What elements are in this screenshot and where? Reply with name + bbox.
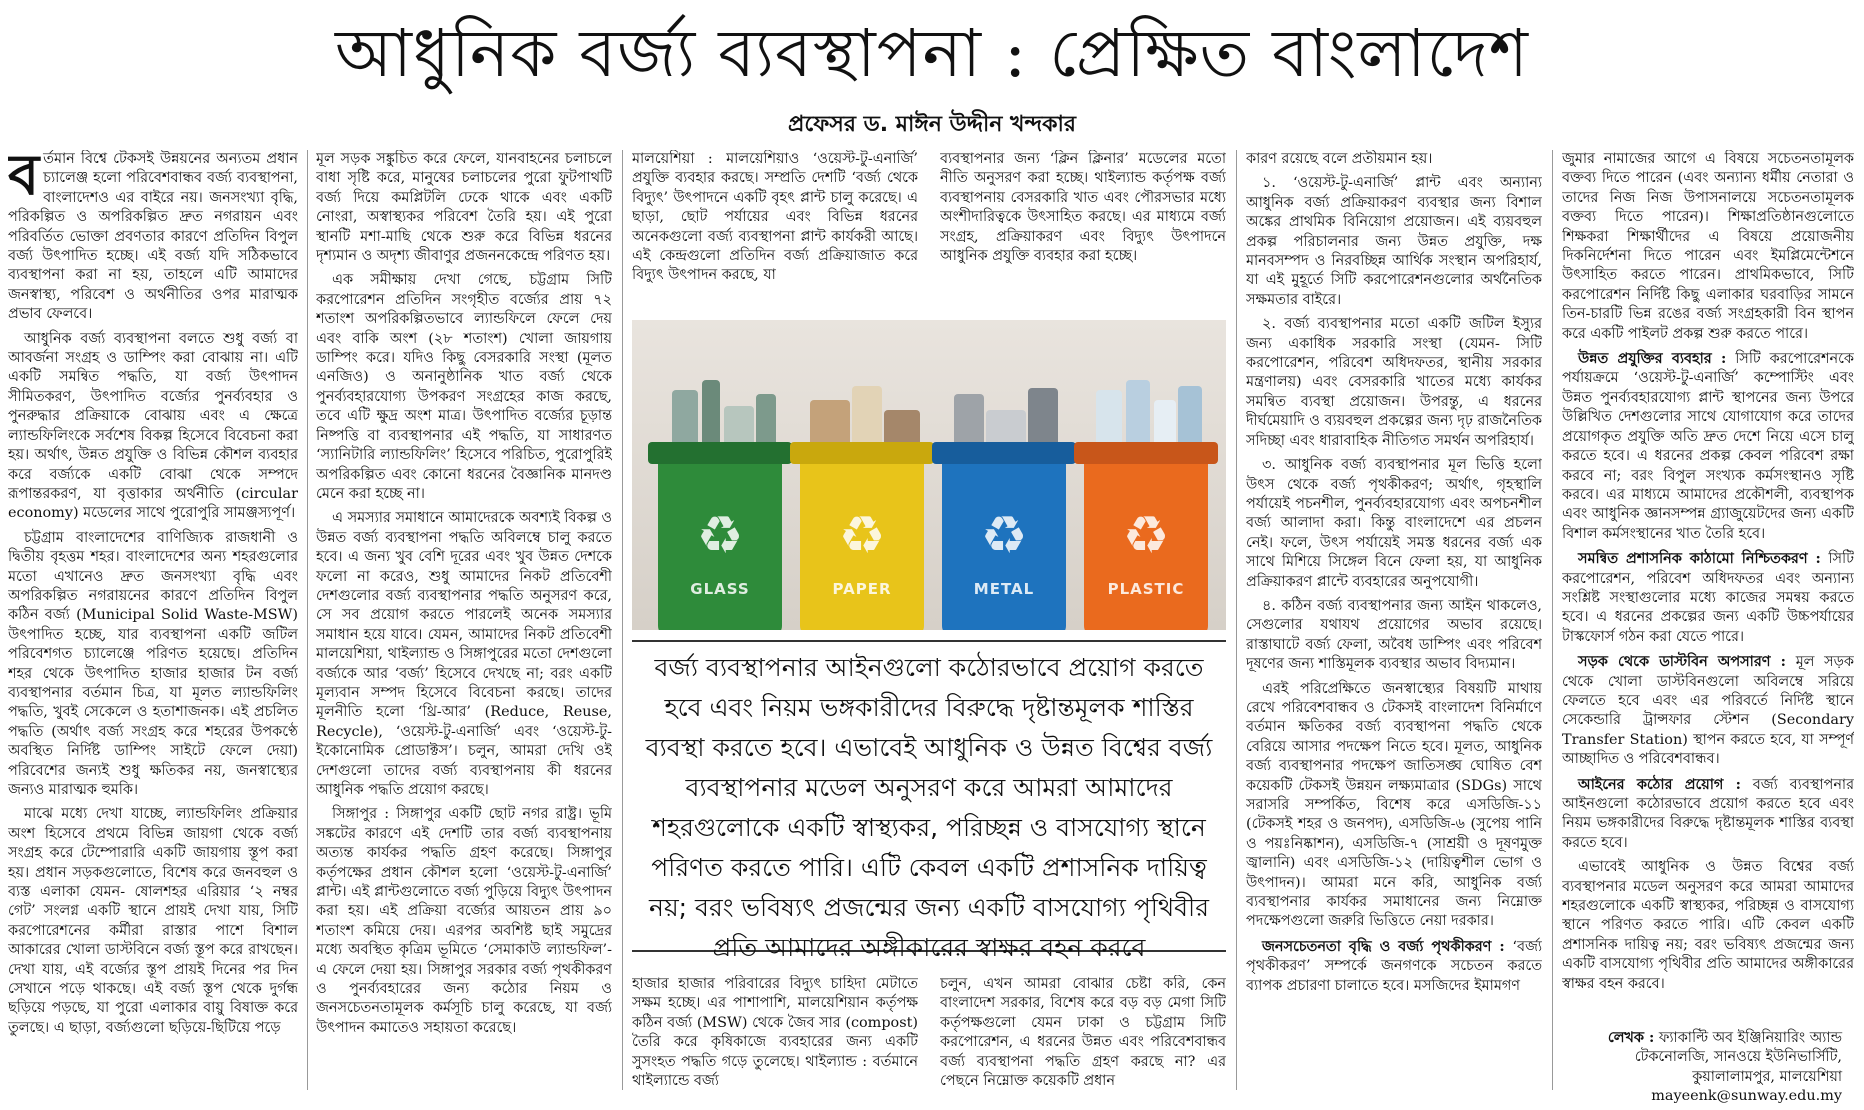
bin-label: METAL — [973, 580, 1035, 598]
bin-glass — [658, 460, 782, 630]
paragraph: ১. ‘ওয়েস্ট-টু-এনার্জি’ প্লান্ট এবং অন্যান্য আধুনিক বর্জ্য প্রক্রিয়াকরণ ব্যবস্থার জন্য বিশাল অঙ্কের প্রাথমিক বিনিয়োগ প্রয়োজন। এই ব্যয়বহুল প্রকল্প পরিচালনার জন্য উন্নত প্রযুক্তি, দক্ষ মানবসম্পদ ও নিরবচ্ছিন্ন আর্থিক সংস্থান অপরিহার্য, যা এই মুহূর্তে সিটি করপোরেশনগুলোর অর্থনৈতিক সক্ষমতার বাইরে। — [1246, 175, 1542, 308]
byline: প্রফেসর ড. মাঈন উদ্দীন খন্দকার — [787, 112, 1077, 137]
bin-lid — [932, 442, 1076, 464]
column-2 — [316, 150, 612, 1090]
bin-label: GLASS — [690, 580, 750, 598]
subheading: জনসচেতনতা বৃদ্ধি ও বর্জ্য পৃথকীকরণ : — [1262, 937, 1505, 955]
column-divider — [1236, 150, 1237, 1090]
paragraph: মালয়েশিয়া : মালয়েশিয়াও ‘ওয়েস্ট-টু-এনার্জি’ প্রযুক্তি ব্যবহার করছে। সম্প্রতি দেশটি ‘বর্জ্য থেকে বিদ্যুৎ’ উৎপাদনে একটি বৃহৎ প্লান্ট চালু করেছে। এ ছাড়া, ছোট পর্যায়ের এবং বিভিন্ন ধরনের অনেকগুলো বর্জ্য ব্যবস্থাপনা প্লান্ট কার্যকরী আছে। এই কেন্দ্রগুলো প্রতিদিন বর্জ্য প্রক্রিয়াজাত করে বিদ্যুৎ উৎপাদন করছে, যা — [632, 151, 918, 284]
paragraph: এ সমস্যার সমাধানে আমাদেরকে অবশ্যই বিকল্প ও উন্নত বর্জ্য ব্যবস্থাপনা পদ্ধতি অবিলম্বে চালু করতে হবে। এ জন্য খুব বেশি দূরের এবং খুব উন্নত দেশকে ফলো না করেও, শুধু আমাদের নিকট প্রতিবেশী দেশগুলোর বর্জ্য ব্যবস্থাপনার পদ্ধতি অনুসরণ করে, সে সব প্রয়োগ করতে পারলেই অনেক সমস্যার সমাধান হয়ে যাবে। যেমন, আমাদের নিকট প্রতিবেশী মালয়েশিয়া, থাইল্যান্ড ও সিঙ্গাপুরের মতো দেশগুলো বর্জ্যকে আর ‘বর্জ্য’ হিসেবে দেখছে না; বরং একটি মূল্যবান সম্পদ হিসেবে বিবেচনা করছে। তাদের মূলনীতি হলো ‘থ্রি-আর’ (Reduce, Reuse, Recycle), ‘ওয়েস্ট-টু-এনার্জি’ এবং ‘ওয়েস্ট-টু-ইকোনোমিক প্রোডাক্টস’। চলুন, আমরা দেখি ওই দেশগুলো তাদের বর্জ্য ব্যবস্থাপনায় কী ধরনের আধুনিক পদ্ধতি প্রয়োগ করছে। — [316, 510, 612, 798]
paragraph: কারণ রয়েছে বলে প্রতীয়মান হয়। — [1246, 151, 1433, 167]
paragraph: এক সমীক্ষায় দেখা গেছে, চট্টগ্রাম সিটি করপোরেশন প্রতিদিন সংগৃহীত বর্জ্যের প্রায় ৭২ শতাংশ অপরিকল্পিতভাবে ল্যান্ডফিলে ফেলে দেয় এবং বাকি অংশ (২৮ শতাংশ) খোলা জায়গায় ডাম্পিং করে। যদিও কিছু বেসরকারি সংস্থা (মূলত এনজিও) ও অনানুষ্ঠানিক খাত বর্জ্য থেকে পুনর্ব্যবহারযোগ্য উপকরণ সংগ্রহের কাজ করছে, তবে এটি ক্ষুদ্র অংশ মাত্র। উৎপাদিত বর্জ্যের চূড়ান্ত নিষ্পত্তি বা ব্যবস্থাপনার এই পদ্ধতি, যা সাধারণত ‘স্যানিটারি ল্যান্ডফিলিং’ হিসেবে পরিচিত, পুরোপুরিই অপরিকল্পিত এবং কোনো ধরনের বৈজ্ঞানিক মানদণ্ড মেনে করা হচ্ছে না। — [316, 272, 612, 502]
trash-pile — [804, 380, 924, 450]
paragraph: সিঙ্গাপুর : সিঙ্গাপুর একটি ছোট নগর রাষ্ট্র। ভূমি সঙ্কটের কারণে এই দেশটি তার বর্জ্য ব্যবস্থাপনায় অত্যন্ত কার্যকর পদ্ধতি গ্রহণ করেছে। সিঙ্গাপুর কর্তৃপক্ষের প্রধান কৌশল হলো ‘ওয়েস্ট-টু-এনার্জি’ প্লান্ট। এই প্লান্টগুলোতে বর্জ্য পুড়িয়ে বিদ্যুৎ উৎপাদন করা হয়। এই প্রক্রিয়া বর্জ্যের আয়তন প্রায় ৯০ শতাংশ কমিয়ে দেয়। এরপর অবশিষ্ট ছাই সমুদ্রের মধ্যে অবস্থিত কৃত্রিম ভূমিতে ‘সেমাকাউ ল্যান্ডফিল’-এ ফেলে দেয়া হয়। সিঙ্গাপুর সরকার বর্জ্য পৃথকীকরণ ও পুনর্ব্যবহারের জন্য কঠোর নিয়ম ও জনসচেতনতামূলক কর্মসূচি চালু করেছে, যা বর্জ্য উৎপাদন কমাতেও সহায়তা করেছে। — [316, 806, 612, 1036]
paragraph: ২. বর্জ্য ব্যবস্থাপনার মতো একটি জটিল ইস্যুর জন্য একাধিক সরকারি সংস্থা (যেমন- সিটি করপোরেশন, পরিবেশ অধিদফতর, স্থানীয় সরকার মন্ত্রণালয়) এবং বেসরকারি খাতের মধ্যে কার্যকর সমন্বিত ব্যবস্থা প্রয়োজন। উপরন্তু, এ ধরনের দীর্ঘমেয়াদি ও ব্যয়বহুল প্রকল্পের জন্য দৃঢ় রাজনৈতিক সদিচ্ছা এবং ধারাবাহিক নীতিগত সমর্থন অপরিহার্য। — [1246, 316, 1542, 449]
bin-metal — [942, 460, 1066, 630]
paragraph: চলুন, এখন আমরা বোঝার চেষ্টা করি, কেন বাংলাদেশ সরকার, বিশেষ করে বড় বড় মেগা সিটি কর্তৃপক্ষগুলো যেমন ঢাকা ও চট্টগ্রাম সিটি করপোরেশন, এ ধরনের উন্নত এবং পরিবেশবান্ধব বর্জ্য ব্যবস্থাপনা পদ্ধতি গ্রহণ করছে না? এর পেছনে নিম্নোক্ত কয়েকটি প্রধান — [940, 976, 1226, 1090]
paragraph: জনসচেতনতা বৃদ্ধি ও বর্জ্য পৃথকীকরণ : ‘বর্জ্য পৃথকীকরণ’ সম্পর্কে জনগণকে সচেতন করতে ব্যাপক প্রচারণা চালাতে হবে। মসজিদের ইমামগণ — [1246, 937, 1542, 994]
subheading: উন্নত প্রযুক্তির ব্যবহার : — [1578, 350, 1727, 368]
paragraph: চট্টগ্রাম বাংলাদেশের বাণিজ্যিক রাজধানী ও দ্বিতীয় বৃহত্তম শহর। বাংলাদেশের অন্য শহরগুলোর মতো এখানেও দ্রুত জনসংখ্যা বৃদ্ধি এবং অপরিকল্পিত নগরায়নের কারণে প্রতিদিন বিপুল কঠিন বর্জ্য (Municipal Solid Waste-MSW) উৎপাদিত হচ্ছে, যার ব্যবস্থাপনা একটি জটিল পরিবেশগত চ্যালেঞ্জে পরিণত হয়েছে। প্রতিদিন শহর থেকে উৎপাদিত হাজার হাজার টন বর্জ্য ব্যবস্থাপনার বর্তমান চিত্র, যা মূলত ল্যান্ডফিলিং পদ্ধতি, খুবই সেকেলে ও হতাশাজনক। এই প্রচলিত পদ্ধতি (অর্থাৎ বর্জ্য সংগ্রহ করে শহরের উপকণ্ঠে অবস্থিত নির্দিষ্ট ডাম্পিং সাইটে ফেলে দেয়া) পরিবেশের জন্যই শুধু ক্ষতিকর নয়, জনস্বাস্থ্যের জন্যও মারাত্মক হুমকি। — [8, 529, 298, 798]
bin-plastic — [1084, 460, 1208, 630]
bin-label: PLASTIC — [1107, 580, 1185, 598]
trash-pile — [662, 380, 782, 450]
bin-paper — [800, 460, 924, 630]
paragraph: উন্নত প্রযুক্তির ব্যবহার : সিটি করপোরেশনকে পর্যায়ক্রমে ‘ওয়েস্ট-টু-এনার্জি’ কম্পোস্টিং এবং উন্নত পুনর্ব্যবহারযোগ্য প্লান্ট স্থাপনের জন্য উপরে উল্লিখিত দেশগুলোর সাথে যোগাযোগ করে তাদের প্রয়োগকৃত প্রযুক্তি অতি দ্রুত দেশে নিয়ে এসে চালু করতে হবে। এ ধরনের প্রকল্প কেবল পরিবেশ রক্ষা করবে না; বরং বিপুল সংখ্যক কর্মসংস্থানও সৃষ্টি করবে। এর মাধ্যমে আমাদের প্রকৌশলী, ব্যবস্থাপক এবং আধুনিক জ্ঞানসম্পন্ন গ্র্যাজুয়েটদের জন্য একটি বিশাল কর্মসংস্থানের খাত তৈরি হবে। — [1562, 350, 1854, 542]
bin-lid — [790, 442, 934, 464]
paragraph: আধুনিক বর্জ্য ব্যবস্থাপনা বলতে শুধু বর্জ্য বা আবর্জনা সংগ্রহ ও ডাম্পিং করা বোঝায় না। এটি একটি সমন্বিত পদ্ধতি, যা বর্জ্য উৎপাদন সীমিতকরণ, উৎপাদিত বর্জ্যের পুনর্ব্যবহার ও পুনরুদ্ধার প্রক্রিয়াকে বোঝায় এবং এ ক্ষেত্রে ল্যান্ডফিলিংকে সর্বশেষ বিকল্প হিসেবে বিবেচনা করা হয়। অর্থাৎ, উন্নত প্রযুক্তি ও বিভিন্ন কৌশল ব্যবহার করে বর্জ্যকে একটি বোঝা থেকে সম্পদে রূপান্তরকরণ, যা বৃত্তাকার অর্থনীতি (circular economy) মডেলের সাথে পুরোপুরি সামঞ্জস্যপূর্ণ। — [8, 330, 298, 522]
author-info — [1588, 1028, 1842, 1107]
paragraph: মাঝে মধ্যে দেখা যাচ্ছে, ল্যান্ডফিলিং প্রক্রিয়ার অংশ হিসেবে প্রথমে বিভিন্ন জায়গা থেকে বর্জ্য সংগ্রহ করে টেম্পোরারি একটি জায়গায় স্তূপ করা হয়। প্রধান সড়কগুলোতে, বিশেষ করে জনবহুল ও ব্যস্ত এলাকা যেমন- ষোলশহর এরিয়ার ‘২ নম্বর গেট’ সংলগ্ন একটি স্থানে প্রায়ই দেখা যায়, সিটি করপোরেশনের কর্মীরা রাস্তার পাশে বিশাল আকারের খোলা ডাস্টবিনে বর্জ্য স্তূপ করে রাখছেন। দেখা যায়, এই বর্জ্যের স্তূপ প্রায়ই দিনের পর দিন সেখানে পড়ে থাকছে। এই বর্জ্য স্তূপ থেকে দুর্গন্ধ ছড়িয়ে পড়ছে, যা পুরো এলাকার বায়ু বিষাক্ত করে তুলছে। এ ছাড়া, বর্জ্যগুলো ছড়িয়ে-ছিটিয়ে পড়ে — [8, 806, 298, 1036]
paragraph: ৩. আধুনিক বর্জ্য ব্যবস্থাপনার মূল ভিত্তি হলো উৎস থেকে বর্জ্য পৃথকীকরণ; অর্থাৎ, গৃহস্থালি পর্যায়েই পচনশীল, পুনর্ব্যবহারযোগ্য এবং অপচনশীল বর্জ্য আলাদা করা। কিন্তু বাংলাদেশে এর প্রচলন নেই। ফলে, উৎস পর্যায়েই সমস্ত ধরনের বর্জ্য এক সাথে মিশিয়ে সিঙ্গেল বিনে ফেলা হয়, যা আধুনিক প্রক্রিয়াকরণ প্লান্টে ব্যবহারের অনুপযোগী। — [1246, 457, 1542, 590]
author-label: লেখক : — [1607, 1029, 1655, 1046]
subheading: সমন্বিত প্রশাসনিক কাঠামো নিশ্চিতকরণ : — [1578, 550, 1821, 568]
paragraph: এভাবেই আধুনিক ও উন্নত বিশ্বের বর্জ্য ব্যবস্থাপনার মডেল অনুসরণ করে আমরা আমাদের শহরগুলোকে একটি স্বাস্থ্যকর, পরিচ্ছন্ন ও বাসযোগ্য স্থানে পরিণত করতে পারি। এটি কেবল একটি প্রশাসনিক দায়িত্ব নয়; বরং ভবিষ্যৎ প্রজন্মের জন্য একটি বাসযোগ্য পৃথিবীর প্রতি আমাদের অঙ্গীকারের স্বাক্ষর বহন করবে। — [1562, 859, 1854, 992]
recycle-icon: ♻ — [980, 506, 1028, 566]
recycle-icon: ♻ — [1122, 506, 1170, 566]
column-4-bottom — [940, 975, 1226, 1095]
bin-label: PAPER — [832, 580, 892, 598]
column-4-top — [940, 150, 1226, 310]
subheading: সড়ক থেকে ডাস্টবিন অপসারণ : — [1578, 653, 1786, 671]
paragraph: হাজার হাজার পরিবারের বিদ্যুৎ চাহিদা মেটাতে সক্ষম হচ্ছে। এর পাশাপাশি, মালয়েশিয়ান কর্তৃপক্ষ কঠিন বর্জ্য (MSW) থেকে জৈব সার (compost) তৈরি করে কৃষিকাজে ব্যবহারের জন্য একটি সুসংহত পদ্ধতি গড়ে তুলেছে। থাইল্যান্ড : বর্তমানে থাইল্যান্ডে বর্জ্য — [632, 976, 918, 1090]
paragraph: সড়ক থেকে ডাস্টবিন অপসারণ : মূল সড়ক থেকে খোলা ডাস্টবিনগুলো অবিলম্বে সরিয়ে ফেলতে হবে এবং এর পরিবর্তে নির্দিষ্ট স্থানে সেকেন্ডারি ট্রান্সফার স্টেশন (Secondary Transfer Station) স্থাপন করতে হবে, যা সম্পূর্ণ আচ্ছাদিত ও পরিবেশবান্ধব। — [1562, 653, 1854, 768]
column-1 — [8, 150, 298, 1090]
recycle-icon: ♻ — [838, 506, 886, 566]
dropcap: ব — [8, 150, 40, 208]
paragraph: ৪. কঠিন বর্জ্য ব্যবস্থাপনার জন্য আইন থাকলেও, সেগুলোর যথাযথ প্রয়োগের অভাব রয়েছে। রাস্তাঘাটে বর্জ্য ফেলা, অবৈধ ডাম্পিং এবং পরিবেশ দূষণের জন্য শাস্তিমূলক ব্যবস্থার অভাব বিদ্যমান। — [1246, 597, 1542, 673]
column-3-top — [632, 150, 918, 310]
headline: আধুনিক বর্জ্য ব্যবস্থাপনা : প্রেক্ষিত বাংলাদেশ — [334, 15, 1529, 92]
paragraph: বর্তমান বিশ্বে টেকসই উন্নয়নের অন্যতম প্রধান চ্যালেঞ্জ হলো পরিবেশবান্ধব বর্জ্য ব্যবস্থাপনা, বাংলাদেশও এর বাইরে নয়। জনসংখ্যা বৃদ্ধি, পরিকল্পিত ও অপরিকল্পিত দ্রুত নগরায়ন এবং পরিবর্তিত ভোক্তা প্রবণতার কারণে প্রতিদিন বিপুল বর্জ্য উৎপাদিত হচ্ছে। এই বর্জ্য যদি সঠিকভাবে ব্যবস্থাপনা করা না হয়, তাহলে এটি আমাদের জনস্বাস্থ্য, পরিবেশ ও অর্থনীতির ওপর মারাত্মক প্রভাব ফেলবে। — [8, 150, 298, 323]
trash-pile — [1088, 380, 1208, 450]
subheading: আইনের কঠোর প্রয়োগ : — [1578, 775, 1741, 793]
pull-quote: বর্জ্য ব্যবস্থাপনার আইনগুলো কঠোরভাবে প্রয়োগ করতে হবে এবং নিয়ম ভঙ্গকারীদের বিরুদ্ধে দৃষ্টান্তমূলক শাস্তির ব্যবস্থা করতে হবে। এভাবেই আধুনিক ও উন্নত বিশ্বের বর্জ্য ব্যবস্থাপনার মডেল অনুসরণ করে আমরা আমাদের শহরগুলোকে একটি স্বাস্থ্যকর, পরিচ্ছন্ন ও বাসযোগ্য স্থানে পরিণত করতে পারি। এটি কেবল একটি প্রশাসনিক দায়িত্ব নয়; বরং ভবিষ্যৎ প্রজন্মের জন্য একটি বাসযোগ্য পৃথিবীর প্রতি আমাদের অঙ্গীকারের স্বাক্ষর বহন করবে — [632, 640, 1226, 952]
paragraph: জুমার নামাজের আগে এ বিষয়ে সচেতনতামূলক বক্তব্য দিতে পারেন (এবং অন্যান্য ধর্মীয় নেতারা ও তাদের নিজ নিজ উপাসনালয়ে সচেতনতামূলক বক্তব্য দিতে পারেন)। শিক্ষাপ্রতিষ্ঠানগুলোতে শিক্ষকরা শিক্ষার্থীদের এ বিষয়ে প্রয়োজনীয় দিকনির্দেশনা দিতে পারেন এবং ইমপ্লিমেন্টেশনে উৎসাহিত করতে পারেন। প্রাথমিকভাবে, সিটি করপোরেশন নির্দিষ্ট কিছু এলাকার ঘরবাড়ির সামনে তিন-চারটি ভিন্ন রঙের বর্জ্য সংগ্রহকারী বিন স্থাপন করে একটি পাইলট প্রকল্প শুরু করতে পারে। — [1562, 151, 1854, 342]
recycling-bins-photo — [632, 320, 1226, 630]
column-6 — [1562, 150, 1854, 1025]
paragraph: আইনের কঠোর প্রয়োগ : বর্জ্য ব্যবস্থাপনার আইনগুলো কঠোরভাবে প্রয়োগ করতে হবে এবং নিয়ম ভঙ্গকারীদের বিরুদ্ধে দৃষ্টান্তমূলক শাস্তির ব্যবস্থা করতে হবে। — [1562, 775, 1854, 851]
trash-pile — [946, 380, 1066, 450]
paragraph: মূল সড়ক সঙ্কুচিত করে ফেলে, যানবাহনের চলাচলে বাধা সৃষ্টি করে, মানুষের চলাচলের পুরো ফুটপাথটি বর্জ্য দিয়ে কমপ্লিটলি ঢেকে থাকে এবং একটি নোংরা, অস্বাস্থ্যকর পরিবেশ তৈরি হয়। এই পুরো স্থানটি মশা-মাছি থেকে শুরু করে বিভিন্ন ধরনের দৃশ্যমান ও অদৃশ্য জীবাণুর প্রজননকেন্দ্রে পরিণত হয়। — [316, 151, 612, 265]
author-affiliation: ফ্যাকাল্টি অব ইঞ্জিনিয়ারিং অ্যান্ড টেকনোলজি, সানওয়ে ইউনিভার্সিটি, কুয়ালালামপুর, মালয়েশিয়া — [1634, 1030, 1842, 1085]
recycle-icon: ♻ — [696, 506, 744, 566]
paragraph: সমন্বিত প্রশাসনিক কাঠামো নিশ্চিতকরণ : সিটি করপোরেশন, পরিবেশ অধিদফতর এবং অন্যান্য সংশ্লিষ্ট সংস্থাগুলোর মধ্যে কাজের সমন্বয় করতে হবে। এ ধরনের প্রকল্পের জন্য একটি উচ্চপর্যায়ের টাস্কফোর্স গঠন করা যেতে পারে। — [1562, 550, 1854, 645]
column-3-bottom — [632, 975, 918, 1095]
author-email[interactable]: mayeenk@sunway.edu.my — [1651, 1088, 1842, 1105]
column-5 — [1246, 150, 1542, 1090]
bin-lid — [1074, 442, 1218, 464]
bin-lid — [648, 442, 792, 464]
column-divider — [622, 150, 623, 1090]
column-divider — [307, 150, 308, 1090]
column-divider — [1552, 150, 1553, 1090]
paragraph: এরই পরিপ্রেক্ষিতে জনস্বাস্থ্যের বিষয়টি মাথায় রেখে পরিবেশবান্ধব ও টেকসই বাংলাদেশ বিনির্মাণে বর্তমান ক্ষতিকর বর্জ্য ব্যবস্থাপনা পদ্ধতি থেকে বেরিয়ে আসার পদক্ষেপ নিতে হবে। মূলত, আধুনিক বর্জ্য ব্যবস্থাপনার পদক্ষেপ জাতিসঙ্ঘ ঘোষিত বেশ কয়েকটি টেকসই উন্নয়ন লক্ষ্যমাত্রার (SDGs) সাথে সরাসরি সম্পর্কিত, বিশেষ করে এসডিজি-১১ (টেকসই শহর ও জনপদ), এসডিজি-৬ (সুপেয় পানি ও পয়ঃনিষ্কাশন), এসডিজি-৭ (সাশ্রয়ী ও দূষণমুক্ত জ্বালানি) এবং এসডিজি-১২ (দায়িত্বশীল ভোগ ও উৎপাদন)। আমরা মনে করি, আধুনিক বর্জ্য ব্যবস্থাপনার কার্যকর সমাধানের জন্য নিম্নোক্ত পদক্ষেপগুলো জরুরি ভিত্তিতে নেয়া দরকার। — [1246, 680, 1542, 930]
paragraph: ব্যবস্থাপনার জন্য ‘ক্লিন ক্লিনার’ মডেলের মতো নীতি অনুসরণ করা হচ্ছে। থাইল্যান্ড কর্তৃপক্ষ বর্জ্য ব্যবস্থাপনায় বেসরকারি খাত এবং পৌরসভার মধ্যে অংশীদারিত্বকে উৎসাহিত করছে। এর মাধ্যমে বর্জ্য সংগ্রহ, প্রক্রিয়াকরণ এবং বিদ্যুৎ উৎপাদনে আধুনিক প্রযুক্তি ব্যবহার করা হচ্ছে। — [940, 151, 1226, 265]
